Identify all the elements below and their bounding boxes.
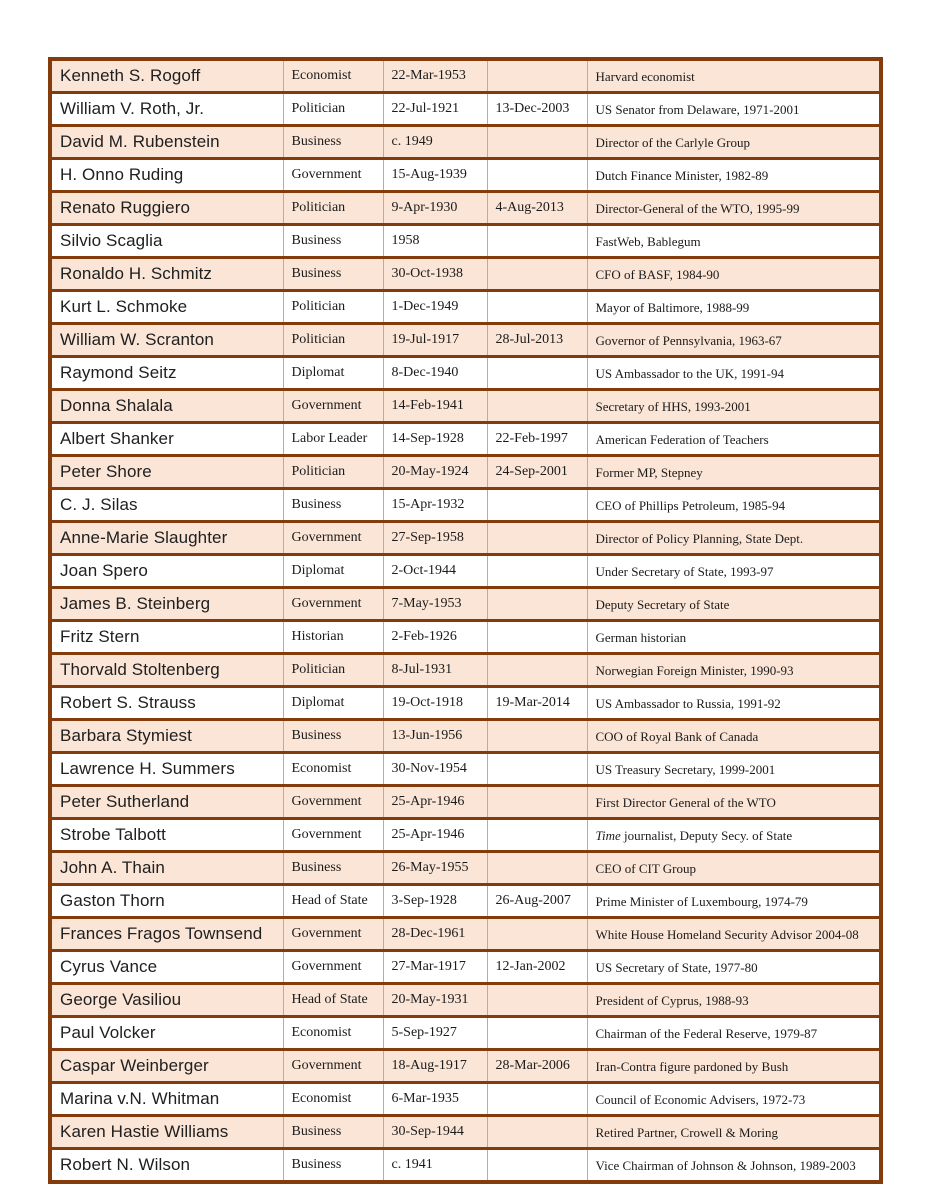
born-cell: 19-Oct-1918: [383, 687, 487, 720]
name-cell: Frances Fragos Townsend: [50, 918, 283, 951]
name-cell: George Vasiliou: [50, 984, 283, 1017]
died-cell: [487, 918, 587, 951]
table-row: [50, 687, 881, 720]
table-row: [50, 555, 881, 588]
table-row: [50, 159, 881, 192]
member-table: [48, 57, 883, 1184]
name-cell: Donna Shalala: [50, 390, 283, 423]
died-cell: [487, 720, 587, 753]
table-row: [50, 225, 881, 258]
table-row: [50, 819, 881, 852]
notes-cell: Dutch Finance Minister, 1982-89: [587, 159, 881, 192]
category-cell: Economist: [283, 1017, 383, 1050]
name-cell: Kurt L. Schmoke: [50, 291, 283, 324]
born-cell: 1958: [383, 225, 487, 258]
category-cell: Politician: [283, 456, 383, 489]
category-cell: Business: [283, 1116, 383, 1149]
notes-cell: Council of Economic Advisers, 1972-73: [587, 1083, 881, 1116]
notes-cell: Chairman of the Federal Reserve, 1979-87: [587, 1017, 881, 1050]
category-cell: Business: [283, 258, 383, 291]
name-cell: Anne-Marie Slaughter: [50, 522, 283, 555]
died-cell: [487, 159, 587, 192]
notes-cell: CFO of BASF, 1984-90: [587, 258, 881, 291]
category-cell: Diplomat: [283, 357, 383, 390]
name-cell: Karen Hastie Williams: [50, 1116, 283, 1149]
notes-cell: President of Cyprus, 1988-93: [587, 984, 881, 1017]
name-cell: Albert Shanker: [50, 423, 283, 456]
table-row: [50, 885, 881, 918]
born-cell: 2-Feb-1926: [383, 621, 487, 654]
category-cell: Business: [283, 852, 383, 885]
born-cell: 19-Jul-1917: [383, 324, 487, 357]
member-table-container: [48, 57, 879, 1184]
born-cell: 3-Sep-1928: [383, 885, 487, 918]
table-row: [50, 423, 881, 456]
died-cell: [487, 1149, 587, 1183]
notes-cell: Former MP, Stepney: [587, 456, 881, 489]
notes-cell: CEO of Phillips Petroleum, 1985-94: [587, 489, 881, 522]
notes-cell: First Director General of the WTO: [587, 786, 881, 819]
notes-cell: Director-General of the WTO, 1995-99: [587, 192, 881, 225]
category-cell: Government: [283, 951, 383, 984]
died-cell: [487, 522, 587, 555]
name-cell: Peter Sutherland: [50, 786, 283, 819]
died-cell: 4-Aug-2013: [487, 192, 587, 225]
table-row: [50, 192, 881, 225]
died-cell: [487, 1116, 587, 1149]
notes-cell: Under Secretary of State, 1993-97: [587, 555, 881, 588]
notes-cell: US Ambassador to the UK, 1991-94: [587, 357, 881, 390]
died-cell: [487, 753, 587, 786]
notes-cell: US Treasury Secretary, 1999-2001: [587, 753, 881, 786]
notes-cell: Deputy Secretary of State: [587, 588, 881, 621]
born-cell: 8-Dec-1940: [383, 357, 487, 390]
category-cell: Diplomat: [283, 555, 383, 588]
category-cell: Politician: [283, 291, 383, 324]
born-cell: 2-Oct-1944: [383, 555, 487, 588]
table-row: [50, 1149, 881, 1183]
table-row: [50, 984, 881, 1017]
table-row: [50, 489, 881, 522]
died-cell: [487, 852, 587, 885]
category-cell: Government: [283, 522, 383, 555]
name-cell: Peter Shore: [50, 456, 283, 489]
name-cell: Gaston Thorn: [50, 885, 283, 918]
table-row: [50, 357, 881, 390]
name-cell: Cyrus Vance: [50, 951, 283, 984]
category-cell: Government: [283, 1050, 383, 1083]
notes-cell: White House Homeland Security Advisor 2004-08: [587, 918, 881, 951]
name-cell: Paul Volcker: [50, 1017, 283, 1050]
category-cell: Government: [283, 918, 383, 951]
table-row: [50, 654, 881, 687]
born-cell: 6-Mar-1935: [383, 1083, 487, 1116]
born-cell: 8-Jul-1931: [383, 654, 487, 687]
member-table-body: [50, 59, 881, 1182]
table-row: [50, 324, 881, 357]
notes-cell: German historian: [587, 621, 881, 654]
name-cell: Raymond Seitz: [50, 357, 283, 390]
category-cell: Government: [283, 819, 383, 852]
notes-cell: US Senator from Delaware, 1971-2001: [587, 93, 881, 126]
died-cell: [487, 225, 587, 258]
name-cell: Joan Spero: [50, 555, 283, 588]
born-cell: 20-May-1931: [383, 984, 487, 1017]
category-cell: Economist: [283, 753, 383, 786]
table-row: [50, 1116, 881, 1149]
name-cell: David M. Rubenstein: [50, 126, 283, 159]
died-cell: [487, 786, 587, 819]
died-cell: [487, 984, 587, 1017]
name-cell: William V. Roth, Jr.: [50, 93, 283, 126]
table-row: [50, 390, 881, 423]
category-cell: Politician: [283, 324, 383, 357]
born-cell: 30-Sep-1944: [383, 1116, 487, 1149]
born-cell: 15-Aug-1939: [383, 159, 487, 192]
born-cell: 13-Jun-1956: [383, 720, 487, 753]
category-cell: Head of State: [283, 885, 383, 918]
name-cell: H. Onno Ruding: [50, 159, 283, 192]
category-cell: Business: [283, 126, 383, 159]
category-cell: Politician: [283, 93, 383, 126]
notes-cell: Prime Minister of Luxembourg, 1974-79: [587, 885, 881, 918]
born-cell: 27-Mar-1917: [383, 951, 487, 984]
notes-cell: Time journalist, Deputy Secy. of State: [587, 819, 881, 852]
category-cell: Historian: [283, 621, 383, 654]
table-row: [50, 456, 881, 489]
born-cell: c. 1949: [383, 126, 487, 159]
notes-cell: Director of Policy Planning, State Dept.: [587, 522, 881, 555]
notes-cell: Norwegian Foreign Minister, 1990-93: [587, 654, 881, 687]
notes-cell: Secretary of HHS, 1993-2001: [587, 390, 881, 423]
notes-cell: Retired Partner, Crowell & Moring: [587, 1116, 881, 1149]
died-cell: [487, 291, 587, 324]
name-cell: John A. Thain: [50, 852, 283, 885]
born-cell: 9-Apr-1930: [383, 192, 487, 225]
died-cell: 12-Jan-2002: [487, 951, 587, 984]
born-cell: 20-May-1924: [383, 456, 487, 489]
table-row: [50, 59, 881, 93]
name-cell: Renato Ruggiero: [50, 192, 283, 225]
name-cell: Ronaldo H. Schmitz: [50, 258, 283, 291]
born-cell: 5-Sep-1927: [383, 1017, 487, 1050]
category-cell: Business: [283, 489, 383, 522]
category-cell: Politician: [283, 654, 383, 687]
name-cell: Fritz Stern: [50, 621, 283, 654]
table-row: [50, 621, 881, 654]
died-cell: [487, 357, 587, 390]
table-row: [50, 1050, 881, 1083]
born-cell: 22-Jul-1921: [383, 93, 487, 126]
born-cell: 7-May-1953: [383, 588, 487, 621]
notes-cell: Vice Chairman of Johnson & Johnson, 1989-2003: [587, 1149, 881, 1183]
notes-cell: Mayor of Baltimore, 1988-99: [587, 291, 881, 324]
born-cell: 15-Apr-1932: [383, 489, 487, 522]
table-row: [50, 918, 881, 951]
name-cell: Barbara Stymiest: [50, 720, 283, 753]
category-cell: Labor Leader: [283, 423, 383, 456]
notes-cell: Governor of Pennsylvania, 1963-67: [587, 324, 881, 357]
table-row: [50, 522, 881, 555]
category-cell: Politician: [283, 192, 383, 225]
name-cell: Robert S. Strauss: [50, 687, 283, 720]
name-cell: Marina v.N. Whitman: [50, 1083, 283, 1116]
notes-cell: CEO of CIT Group: [587, 852, 881, 885]
born-cell: 25-Apr-1946: [383, 786, 487, 819]
table-row: [50, 126, 881, 159]
category-cell: Business: [283, 225, 383, 258]
table-row: [50, 1083, 881, 1116]
died-cell: [487, 588, 587, 621]
name-cell: Caspar Weinberger: [50, 1050, 283, 1083]
died-cell: 19-Mar-2014: [487, 687, 587, 720]
died-cell: [487, 126, 587, 159]
born-cell: 22-Mar-1953: [383, 59, 487, 93]
category-cell: Government: [283, 390, 383, 423]
category-cell: Economist: [283, 1083, 383, 1116]
notes-cell: Director of the Carlyle Group: [587, 126, 881, 159]
died-cell: 26-Aug-2007: [487, 885, 587, 918]
born-cell: 14-Feb-1941: [383, 390, 487, 423]
died-cell: [487, 555, 587, 588]
born-cell: 1-Dec-1949: [383, 291, 487, 324]
name-cell: Lawrence H. Summers: [50, 753, 283, 786]
notes-cell: US Ambassador to Russia, 1991-92: [587, 687, 881, 720]
died-cell: 28-Jul-2013: [487, 324, 587, 357]
table-row: [50, 786, 881, 819]
died-cell: [487, 390, 587, 423]
died-cell: 24-Sep-2001: [487, 456, 587, 489]
table-row: [50, 258, 881, 291]
category-cell: Government: [283, 159, 383, 192]
notes-cell: Harvard economist: [587, 59, 881, 93]
died-cell: [487, 1017, 587, 1050]
born-cell: 30-Oct-1938: [383, 258, 487, 291]
name-cell: Strobe Talbott: [50, 819, 283, 852]
table-row: [50, 720, 881, 753]
died-cell: 13-Dec-2003: [487, 93, 587, 126]
notes-cell: American Federation of Teachers: [587, 423, 881, 456]
died-cell: [487, 819, 587, 852]
name-cell: William W. Scranton: [50, 324, 283, 357]
name-cell: Thorvald Stoltenberg: [50, 654, 283, 687]
born-cell: 14-Sep-1928: [383, 423, 487, 456]
born-cell: 26-May-1955: [383, 852, 487, 885]
died-cell: [487, 489, 587, 522]
died-cell: [487, 621, 587, 654]
table-row: [50, 588, 881, 621]
notes-cell: Iran-Contra figure pardoned by Bush: [587, 1050, 881, 1083]
name-cell: Kenneth S. Rogoff: [50, 59, 283, 93]
name-cell: C. J. Silas: [50, 489, 283, 522]
born-cell: 30-Nov-1954: [383, 753, 487, 786]
died-cell: [487, 654, 587, 687]
born-cell: 28-Dec-1961: [383, 918, 487, 951]
notes-cell: COO of Royal Bank of Canada: [587, 720, 881, 753]
name-cell: James B. Steinberg: [50, 588, 283, 621]
died-cell: [487, 59, 587, 93]
table-row: [50, 951, 881, 984]
category-cell: Business: [283, 1149, 383, 1183]
notes-cell: US Secretary of State, 1977-80: [587, 951, 881, 984]
category-cell: Business: [283, 720, 383, 753]
table-row: [50, 1017, 881, 1050]
category-cell: Economist: [283, 59, 383, 93]
born-cell: c. 1941: [383, 1149, 487, 1183]
category-cell: Head of State: [283, 984, 383, 1017]
category-cell: Government: [283, 786, 383, 819]
category-cell: Government: [283, 588, 383, 621]
born-cell: 27-Sep-1958: [383, 522, 487, 555]
table-row: [50, 753, 881, 786]
born-cell: 25-Apr-1946: [383, 819, 487, 852]
table-row: [50, 93, 881, 126]
born-cell: 18-Aug-1917: [383, 1050, 487, 1083]
category-cell: Diplomat: [283, 687, 383, 720]
died-cell: 22-Feb-1997: [487, 423, 587, 456]
name-cell: Silvio Scaglia: [50, 225, 283, 258]
died-cell: 28-Mar-2006: [487, 1050, 587, 1083]
table-row: [50, 852, 881, 885]
died-cell: [487, 1083, 587, 1116]
notes-cell: FastWeb, Bablegum: [587, 225, 881, 258]
died-cell: [487, 258, 587, 291]
table-row: [50, 291, 881, 324]
name-cell: Robert N. Wilson: [50, 1149, 283, 1183]
